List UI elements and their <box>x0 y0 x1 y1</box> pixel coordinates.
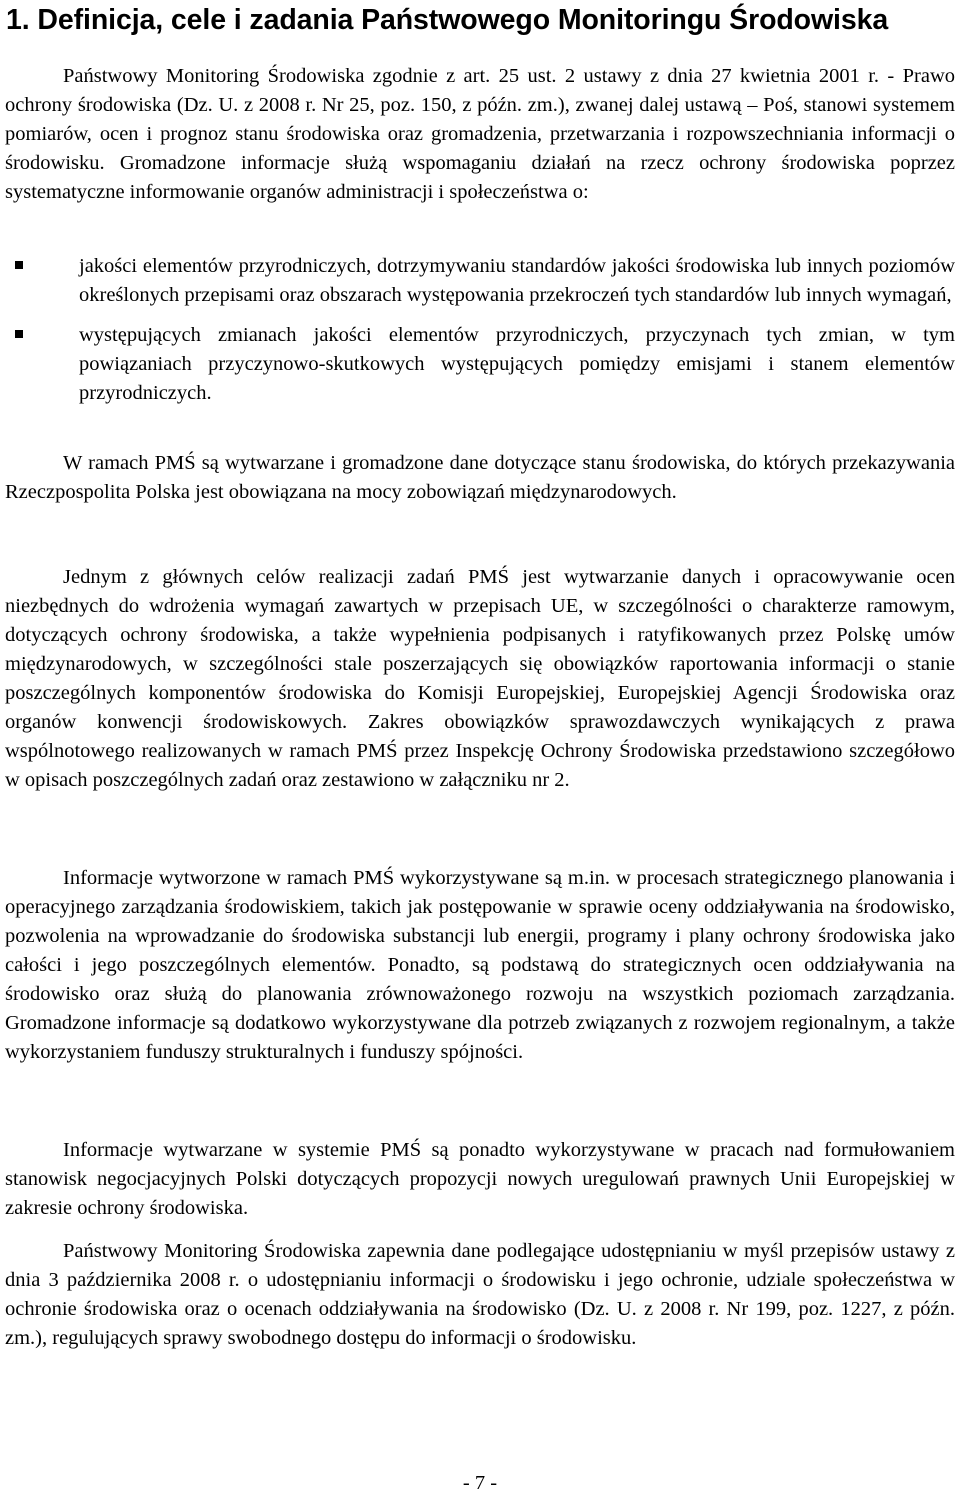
section-heading: 1. Definicja, cele i zadania Państwowego Monitoringu Środowiska <box>6 4 889 36</box>
bullet-item-quality <box>0 252 955 310</box>
bullet-item-changes <box>0 321 955 408</box>
negotiation-paragraph: Informacje wytwarzane w systemie PMŚ są ponadto wykorzystywane w pracach nad formułowaniem stanowisk negocjacyjnych Polski dotyczących propozycji nowych uregulowań prawnych Unii Europejskiej w zakresie ochrony środowiska. <box>5 1139 955 1219</box>
intro-paragraph: Państwowy Monitoring Środowiska zgodnie z art. 25 ust. 2 ustawy z dnia 27 kwietnia 2001 r. - Prawo ochrony środowiska (Dz. U. z 2008 r. Nr 25, poz. 150, z późn. zm.), zwanej dalej ustawą – Poś, stanowi systemem pomiarów, ocen i prognoz stanu środowiska oraz gromadzenia, przetwarzania i rozpowszechniania informacji o środowisku. Gromadzone informacje służą wspomaganiu działań na rzecz ochrony środowiska poprzez systematyczne informowanie organów administracji i społeczeństwa o: <box>5 65 955 203</box>
usage-paragraph: Informacje wytworzone w ramach PMŚ wykorzystywane są m.in. w procesach strategicznego planowania i operacyjnego zarządzania środowiskiem, takich jak postępowanie w sprawie oceny oddziaływania na środowisko, pozwolenia na wprowadzanie do środowiska substancji lub energii, programy i plany ochrony środowiska jako całości i jego poszczególnych elementów. Ponadto, są podstawą do strategicznych ocen oddziaływania na środowisko oraz służą do planowania zrównoważonego rozwoju na wszystkich poziomach zarządzania. Gromadzone informacje są dodatkowo wykorzystywane dla potrzeb związanych z rozwojem regionalnym, a także wykorzystaniem funduszy strukturalnych i funduszy spójności. <box>5 867 955 1063</box>
page-number: - 7 - <box>462 1472 498 1494</box>
obligations-paragraph: W ramach PMŚ są wytwarzane i gromadzone dane dotyczące stanu środowiska, do których przekazywania Rzeczpospolita Polska jest obowiązana na mocy zobowiązań międzynarodowych. <box>5 452 955 503</box>
bullet-text: jakości elementów przyrodniczych, dotrzymywaniu standardów jakości środowiska lub innych poziomów określonych przepisami oraz obszarach występowania przekroczeń tych standardów lub innych wymagań, <box>79 255 955 306</box>
goals-paragraph: Jednym z głównych celów realizacji zadań PMŚ jest wytwarzanie danych i opracowywanie ocen niezbędnych do wdrożenia wymagań zawartych w przepisach UE, w szczególności o charakterze ramowym, dotyczących ochrony środowiska, a także wypełnienia podpisanych i ratyfikowanych przez Polskę umów międzynarodowych, w szczególności stale poszerzających się obowiązków raportowania informacji o stanie poszczególnych komponentów środowiska do Komisji Europejskiej, Europejskiej Agencji Środowiska oraz organów konwencji środowiskowych. Zakres obowiązków sprawozdawczych wynikających z prawa wspólnotowego realizowanych w ramach PMŚ przez Inspekcję Ochrony Środowiska przedstawiono szczegółowo w opisach poszczególnych zadań oraz zestawiono w załączniku nr 2. <box>5 566 955 791</box>
square-bullet-icon <box>15 330 23 338</box>
square-bullet-icon <box>15 261 23 269</box>
bullet-list <box>0 252 955 408</box>
access-paragraph: Państwowy Monitoring Środowiska zapewnia dane podlegające udostępnianiu w myśl przepisów ustawy z dnia 3 października 2008 r. o udostępnianiu informacji o środowisku i jego ochronie, udziale społeczeństwa w ochronie środowiska oraz o ocenach oddziaływania na środowisko (Dz. U. z 2008 r. Nr 199, poz. 1227, z późn. zm.), regulujących sprawy swobodnego dostępu do informacji o środowisku. <box>5 1240 955 1349</box>
bullet-text: występujących zmianach jakości elementów przyrodniczych, przyczynach tych zmian, w tym powiązaniach przyczynowo-skutkowych występujących pomiędzy emisjami i stanem elementów przyrodniczych. <box>79 324 955 404</box>
